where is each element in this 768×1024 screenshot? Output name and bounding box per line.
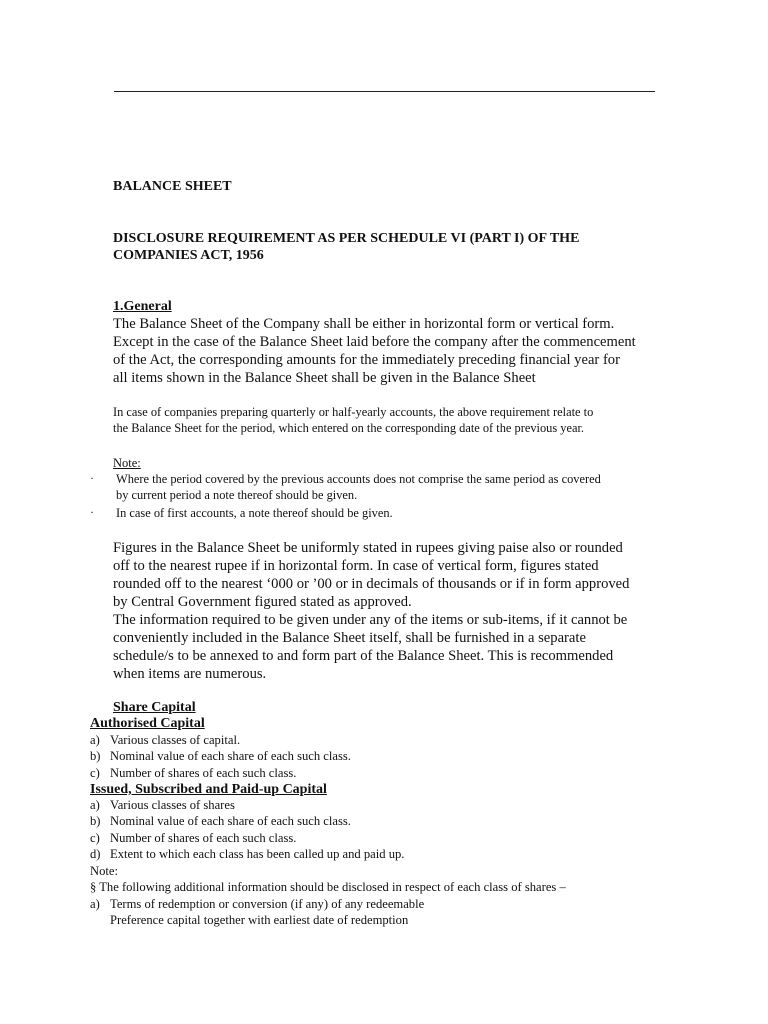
general-paragraph-3: Figures in the Balance Sheet be uniformly stated in rupees giving paise also or rounded off to the nearest rupee if in horizontal form. In case of vertical form, figures stated rounded off to the nearest ‘000 or ’00 or in decimals of thousands or if in form approved by Central Government figured stated as approved. The information required to be given under any of the items or sub-items, if it cannot be conveniently included in the Balance Sheet itself, shall be furnished in a separate schedule/s to be annexed to and form part of the Balance Sheet. This is recommended when items are numerous. [113,540,630,682]
general-paragraph-1: The Balance Sheet of the Company shall be either in horizontal form or vertical form. Except in the case of the Balance Sheet laid before the company after the commencement of the Act, the corresponding amounts for the immediately preceding financial year for all items shown in the Balance Sheet shall be given in the Balance Sheet [113,316,636,386]
share-capital-note-label: Note: [90,864,118,878]
share-capital-note-list [90,896,424,912]
list-item: c) Number of shares of each such class. [90,830,297,845]
section-heading-general: 1.General [113,299,172,314]
list-item: a) Terms of redemption or conversion (if any) of any redeemable [90,897,425,911]
subheading-authorised-capital: Authorised Capital [90,716,205,731]
disclosure-title: DISCLOSURE REQUIREMENT AS PER SCHEDULE VI (PART I) OF THE COMPANIES ACT, 1956 [113,231,580,263]
note-item: In case of first accounts, a note thereof should be given. [116,506,393,520]
list-item: a) Various classes of shares [90,798,235,812]
authorised-capital-list [90,732,351,781]
header-rule [114,91,655,92]
general-paragraph-2: In case of companies preparing quarterly or half-yearly accounts, the above requirement relate to the Balance Sheet for the period, which entered on the corresponding date of the previous year. [113,405,594,435]
page-heading: BALANCE SHEET [113,179,232,194]
issued-capital-list [90,797,404,862]
note-item: Where the period covered by the previous accounts does not comprise the same period as covered by current period a note thereof should be given. [116,472,601,502]
list-item: d) Extent to which each class has been called up and paid up. [90,846,405,861]
list-item: b) Nominal value of each share of each such class. [90,814,351,829]
list-item: c) Number of shares of each such class. [90,765,297,780]
note-bullet: · [90,505,94,519]
share-capital-note-continuation: Preference capital together with earliest date of redemption [110,913,409,927]
note-bullet: · [90,471,94,485]
list-item: a) Various classes of capital. [90,733,241,747]
note-label: Note: [113,456,141,470]
list-item: b) Nominal value of each share of each such class. [90,749,351,764]
section-heading-share-capital: Share Capital [113,700,196,715]
share-capital-note-line: § The following additional information should be disclosed in respect of each class of shares – [90,880,566,894]
subheading-issued-capital: Issued, Subscribed and Paid-up Capital [90,782,327,797]
